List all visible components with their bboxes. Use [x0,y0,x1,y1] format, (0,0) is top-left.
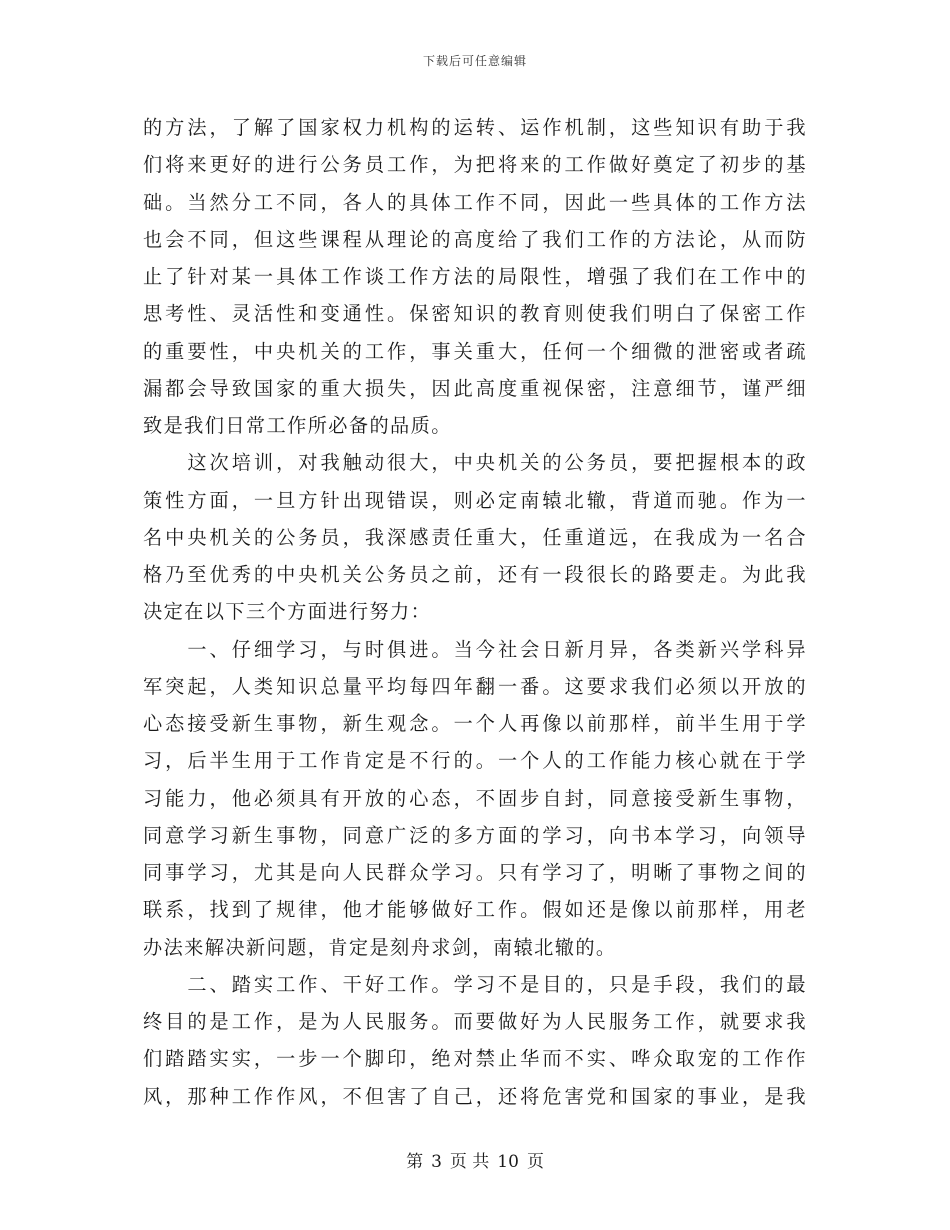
body-line: 的重要性，中央机关的工作，事关重大，任何一个细微的泄密或者疏 [143,339,807,363]
body-line: 习，后半生用于工作肯定是不行的。一个人的工作能力核心就在于学 [143,749,807,773]
body-line: 军突起，人类知识总量平均每四年翻一番。这要求我们必须以开放的 [143,674,807,698]
body-line: 也会不同，但这些课程从理论的高度给了我们工作的方法论，从而防 [143,227,807,251]
body-line: 思考性、灵活性和变通性。保密知识的教育则使我们明白了保密工作 [143,302,807,326]
body-line: 风，那种工作作风，不但害了自己，还将危害党和国家的事业，是我 [143,1084,807,1108]
body-line: 们将来更好的进行公务员工作，为把将来的工作做好奠定了初步的基 [143,153,807,177]
body-line: 联系，找到了规律，他才能够做好工作。假如还是像以前那样，用老 [143,898,807,922]
body-line: 这次培训，对我触动很大，中央机关的公务员，要把握根本的政 [143,451,807,475]
body-line: 决定在以下三个方面进行努力： [143,600,432,624]
body-line: 础。当然分工不同，各人的具体工作不同，因此一些具体的工作方法 [143,190,807,214]
current-page-number: 3 [431,1152,442,1172]
body-line: 一、仔细学习，与时俱进。当今社会日新月异，各类新兴学科异 [143,637,807,661]
body-line: 同意学习新生事物，同意广泛的多方面的学习，向书本学习，向领导 [143,823,807,847]
body-line: 名中央机关的公务员，我深感责任重大，任重道远，在我成为一名合 [143,525,807,549]
body-line: 止了针对某一具体工作谈工作方法的局限性，增强了我们在工作中的 [143,265,807,288]
body-line: 二、踏实工作、干好工作。学习不是目的，只是手段，我们的最 [143,972,807,996]
body-line: 的方法，了解了国家权力机构的运转、运作机制，这些知识有助于我 [143,116,807,139]
body-line: 漏都会导致国家的重大损失，因此高度重视保密，注意细节，谨严细 [143,376,807,400]
body-line: 同事学习，尤其是向人民群众学习。只有学习了，明晰了事物之间的 [143,861,807,884]
body-line: 致是我们日常工作所必备的品质。 [143,414,452,437]
body-line: 习能力，他必须具有开放的心态，不固步自封，同意接受新生事物， [143,786,807,810]
footer-prefix: 第 [406,1152,424,1172]
body-line: 心态接受新生事物，新生观念。一个人再像以前那样，前半生用于学 [143,712,807,735]
body-line: 终目的是工作，是为人民服务。而要做好为人民服务工作，就要求我 [143,1010,807,1033]
header-note: 下载后可任意编辑 [422,54,527,68]
footer-middle: 页 共 [449,1152,490,1172]
page-number-footer [0,1147,950,1172]
document-body [143,109,807,1115]
total-page-count: 10 [497,1152,519,1172]
footer-suffix: 页 [526,1152,544,1172]
body-line: 们踏踏实实，一步一个脚印，绝对禁止华而不实、哗众取宠的工作作 [143,1047,807,1071]
body-line: 格乃至优秀的中央机关公务员之前，还有一段很长的路要走。为此我 [143,563,807,586]
body-line: 策性方面，一旦方针出现错误，则必定南辕北辙，背道而驰。作为一 [143,488,807,512]
body-line: 办法来解决新问题，肯定是刻舟求剑，南辕北辙的。 [143,935,617,959]
